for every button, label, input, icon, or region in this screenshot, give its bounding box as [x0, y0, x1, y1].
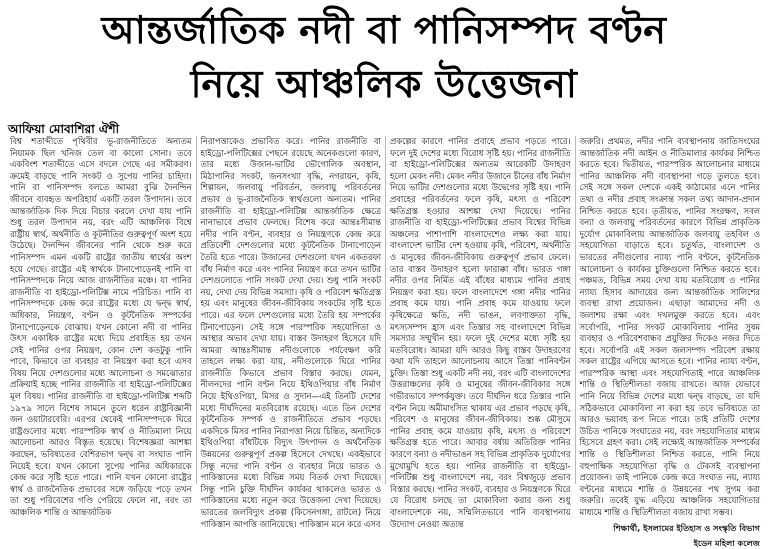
- column-4-text: জরুরি। প্রথমত, নদীর পানি ব্যবস্থাপনায় জাতিসংঘের আন্তর্জাতিক নদী আইন ও নীতিমালার কার্যকর নিশ্চিত করতে হবে। দ্বিতীয়ত, পারস্পরিক আলোচনার মাধ্যমে পানির আঞ্চলিক নদী ব্যবস্থাপনা গড়ে তুলতে হবে। সেই সঙ্গে সকল দেশকে একই কাঠামোর এনে পানির তথ্য ও নদীর প্রবাহ সংক্রান্ত সকল তথ্য আদান-প্রদান নিশ্চিত করতে হবে। তৃতীয়ত, পানির সংরক্ষণ, সবল বন্যা ও জলবায়ু পরিবর্তনের কারণে বিভিন্ন প্রাকৃতিক দুর্যোগ মোকাবিলায় আন্তর্জাতিক জলবায়ু তহবিল ও সহযোগিতা বাড়াতে হবে। চতুর্থত, বাংলাদেশ ও ভারতের নদীগুলোর ন্যায্য পানি বণ্টনে, কূটনৈতিক আলোচনা ও কার্যকর চুক্তিগুলো নিশ্চিত করতে হবে। পঞ্চমত, বিভিন্ন সময় দেখা যায় মতবিরোধ ও পানির ন্যায্য হিসাব আদায়ের জন্য আন্তর্জাতিক সালিশের ব্যবস্থা রাখা প্রয়োজন। এছাড়া আমাদের নদী ও জলাশয় রক্ষা এবং দখলমুক্ত করতে হবে। এবং সর্বোপরি, পানির সংকট মোকাবিলায় পানির সুষম ব্যবহার ও পরিবেশবান্ধব প্রযুক্তির দিকেও নজর দিতে হবে। সর্বোপরি এই সকল জলসম্পদ পরিবেশ রক্ষায় সকল রাষ্ট্রের এগিয়ে আসতে হবে। পানির ন্যায্য বণ্টন, পারস্পরিক আস্থা এবং সহযোগিতাই পারে আঞ্চলিক শান্তি ও স্থিতিশীলতা বজায় রাখতে। আজ যেভাবে পানি নিয়ে বিভিন্ন দেশের মধ্যে দ্বন্দ্ব বাড়ছে, তা যদি সঠিকভাবে মোকাবিলা না করা হয় তবে ভবিষ্যতে তা আরও ভয়াবহ রূপ নিতে পারে। তাই প্রতিটি দেশের উচিত পানিকে সংঘাতের নয়, বরং সহযোগিতার মাধ্যম হিসেবে গ্রহণ করা। সেই লক্ষ্যেই আন্তর্জাতিক সম্পর্কের শান্তি ও স্থিতিশীলতা নিশ্চিত করতে, পানি নিয়ে বহুপাক্ষিক সহযোগিতা বৃদ্ধি ও টেকসই ব্যবস্থাপনা প্রয়োজন। তাই পানিকে কেন্দ্র করে সংঘাত নয়, ন্যায্য বণ্টনের মাধ্যমে শান্তি ও উন্নয়নের পথ সুগম করা জরুরি। তবেই যুদ্ধ এড়িয়ে আঞ্চলিক সহযোগিতার মাধ্যমে শান্তি ও স্থিতিশীলতা বজায় রাখা সম্ভব।: [579, 136, 760, 517]
- column-1: [6, 136, 196, 517]
- column-2-text: নিরাপত্তাকেও প্রভাবিত করে। পানির রাজনীতি বা হাইড্রো-পলিটিক্সের পেছনে রয়েছে অনেকগুলো কারণ, তার মধ্যে উজান-ভাটির ভৌগোলিক অবস্থান, মিঠাপানির সংকট, জনসংখ্যা বৃদ্ধি, নগরায়ন, কৃষি, শিল্পায়ন, জলবায়ু পরিবর্তন, জলবায়ু পরিবর্তনের প্রভাব ও ভূ-রাজনৈতিক স্বার্থগুলো অন্যতম। পানির রাজনীতি বা হাইড্রো-পলিটিক্স আন্তর্জাতিক ক্ষেত্রে নানাভাবে প্রভাব ফেলছে। বিশেষ করে আন্তঃসীমান্ত নদীর পানি বণ্টন, ব্যবহার ও নিয়ন্ত্রণকে কেন্দ্র করে প্রতিবেশী দেশগুলোর মধ্যে কূটনৈতিক টানাপোড়েন তৈরি হতে পারে। উজানের দেশগুলো যখন একতরফা বাঁধ নির্মাণ করে এবং পানির নিয়ন্ত্রণ করে তখন ভাটির দেশগুলোতে পানি সংকট দেখা দেয়। শুধু পানি সংকট নয়, দেখা দেয় বিভিন্ন সমস্যা। কৃষি ও পরিবেশ ক্ষতিগ্রস্ত হয় এবং মানুষের জীবন-জীবিকায় সংকটের সৃষ্টি হতে পারে। এর ফলে দেশগুলোর মধ্যে তৈরি হয় সম্পর্কের টিনাপোড়েন। সেই সঙ্গে পারস্পরিক সহযোগিতা ও আস্থার অভাব দেখা যায়। বাস্তব উদাহরণ হিসেবে যদি আমরা আন্তঃসীমান্ত নদীগুলোকে পর্যবেক্ষণ করি তাহলে লক্ষ্য করা যায়, নদীগুলোকে ঘিরে পানির রাজনীতি কিভাবে প্রভাব বিস্তার করছে। যেমন, নীলনদের পানি বণ্টন নিয়ে ইথিওপিয়ার বাঁধ নির্মাণ নিয়ে ইথিওপিয়া, মিসর ও সুদান—এই তিনটি দেশের মধ্যে দীর্ঘদিনের মতবিরোধ রয়েছে। এতে তিন দেশের কূটনৈতিক সম্পর্ক ও রাজনীতিতে প্রভাব পড়ছে। একদিকে মিসর পানির নিরাপত্তা নিয়ে চিন্তিত, অন্যদিকে ইথিওপিয়া বাঁধটিকে বিদ্যুৎ উৎপাদন ও অর্থনৈতিক উন্নয়নের গুরুত্বপূর্ণ প্রকল্প হিসেবে দেখছে। একইভাবে সিন্ধু নদের পানি বণ্টন ও ব্যবহার নিয়ে ভারত ও পাকিস্তানের মধ্যে বিভিন্ন সময় বিতর্ক দেখা দিয়েছে। সিন্ধু পানি চুক্তি দীর্ঘদিন কার্যকর থাকলেও ভারত ও পাকিস্তানের মধ্যে নতুন করে উত্তেজনা দেখা দিয়েছে। ভারতের জলবিদ্যুৎ প্রকল্প (কিসেনগঙ্গা, রাটলে) নিয়ে পাকিস্তান আপত্তি জানিয়েছে। পাকিস্তান মনে করে এসব: [200, 136, 381, 529]
- column-2: [196, 136, 386, 529]
- headline-line-1: আন্তর্জাতিক নদী বা পানিসম্পদ বণ্টন: [101, 8, 667, 52]
- column-3-text: প্রকল্পের কারণে পানির প্রবাহে প্রভাব পড়তে পারে। ফলে দুই দেশের মধ্যে বিরোধ সৃষ্টি হয়। পানির রাজনীতি বা হাইড্রো-পলিটিক্সের অন্যতম আরেকটি উদাহরণ হলো মেকং নদী। মেকং নদীর উজানে চীনের বাঁধ নির্মাণ নিয়ে ভাটির দেশগুলোর মধ্যে উদ্বেগের সৃষ্টি হয়। পানি প্রবাহের পরিবর্তনের ফলে কৃষি, মৎস্য ও পরিবেশ ক্ষতিগ্রস্ত হওয়ার আশঙ্কা দেখা দিয়েছে। পানির রাজনীতি বা হাইড্রো-পলিটিক্সের প্রভাব বিশ্বের বিভিন্ন অঞ্চলের পাশাপাশি বাংলাদেশেও লক্ষ্য করা যায়। বাংলাদেশ ভাটির দেশ হওয়ায় কৃষি, পরিবেশ, অর্থনীতি ও মানুষের জীবন-জীবিকায় গুরুত্বপূর্ণ প্রভাব ফেলে। তার বাস্তব উদাহরণ হলো ফারাক্কা বাঁধ। ভারত গঙ্গা নদীর ওপর নির্মিত এই বাঁধের মাধ্যমে পানির প্রবাহ নিয়ন্ত্রণ করা হয়। ফলে বাংলাদেশে গঙ্গা নদীর পানির প্রবাহ কমে যায়। পানি প্রবাহ কমে যাওয়ায় ফলে কৃষিক্ষেত্রে ক্ষতি, নদী ভাঙন, লবণাক্ততা বৃদ্ধি, মৎস্যসম্পদ হ্রাস এবং তিস্তার সহ বাংলাদেশে বিভিন্ন সমস্যার সম্মুখীন হয়। ফলে দুই দেশের মধ্যে সৃষ্টি হয় মতবিরোধ। আমরা যদি আরও কিছু বাস্তব উদাহরণের কথা যদি তাহলে আলোচনায় আসে তিস্তা পানিবণ্টন চুক্তি। তিস্তা শুধু একটি নদী নয়, বরং এটি বাংলাদেশের উত্তরাঞ্চলের কৃষি ও মানুষের জীবন-জীবিকার সঙ্গে গভীরভাবে সম্পর্কযুক্ত। তবে দীর্ঘদিন ধরে তিস্তার পানি বণ্টন নিয়ে অমীমাংসিত থাকায় এর প্রভাব পড়ছে কৃষি, পরিবেশ ও মানুষের জীবন-জীবিকায়। শুষ্ক মৌসুমে পানির প্রবাহ কমে যাওয়ায় কৃষি, মৎস্য ও পরিবেশে ক্ষতিগ্রস্ত হতে পারে। আবার বর্ষায় অতিরিক্ত পানির কারণে বন্যা ও নদীভাঙন সহ বিভিন্ন প্রাকৃতিক দুর্যোগের মুখোমুখি হতে হয়। পানির রাজনীতি বা হাইড্রো-পলিটিক্স শুধু বাংলাদেশে নয়, বরং বিশ্বজুড়ে প্রভাব বিস্তার করছে। পানির সংকট, ব্যবহার ও নিয়ন্ত্রণকে ঘিরে যে বিরোধ চলছে তা মোকাবিলা করার জন্য শুধু বাংলাদেশকে নয়, সম্মিলিতভাবে পানি ব্যবস্থাপনায় উদ্যোগ নেওয়া অত্যন্ত: [390, 136, 571, 529]
- author-byline: আফিয়া মোবাশিরা ঐশী: [8, 122, 120, 136]
- headline-line-2: নিয়ে আঞ্চলিক উত্তেজনা: [190, 62, 578, 106]
- column-4: [575, 136, 765, 548]
- author-affiliation: শিক্ষার্থী, ইসলামের ইতিহাস ও সংস্কৃতি বিভাগ: [613, 522, 760, 533]
- column-3: [385, 136, 575, 529]
- column-1-text: বিশ্ব শতাব্দীতে পৃথিবীর ভূ-রাজনীতিতে অন্যতম নিয়ামক ছিল খনিজ তেল বা কালো সোনা। তবে একবিংশ শতাব্দীতে এসে বদলে গেছে এর সমীকরণ। ক্রমেই বাড়ছে পানি সংকট ও সুপেয় পানির চাহিদা। পানি বা পানিসম্পদ বলতে আমরা বুঝি দৈনন্দিন জীবনে ব্যবহৃত অপরিহার্য একটি তরল উপাদান। তবে আন্তর্জাতিক দিক দিয়ে বিচার করলে দেখা যায় পানি শুধু তরল উপাদান নয়, বরং এটি আঞ্চলিক বিশ্বে রাষ্ট্রীয় স্বার্থ, অর্থনীতি ও কূটনীতির গুরুত্বপূর্ণ অংশ হয়ে উঠেছে। দৈনন্দিন জীবনের পানি থেকে শুরু করে পানিসম্পদ এমন একটি রাষ্ট্রের জাতীয় স্বার্থের অংশ হয়ে গেছে। রাষ্ট্রের এই স্বার্থকে টানাপোড়েনই পানি বা পানিসম্পদকে নিয়ে আজ রাজনীতির মঞ্চে। যা পানির রাজনীতি বা হাইড্রো-পলিটিক্স নামে পরিচিত। পানি বা পানিসম্পদকে কেন্দ্র করে রাষ্ট্রের মধ্যে যে দ্বন্দ্ব স্বার্থ, অধিকার, নিয়ন্ত্রণ, বণ্টন ও কূটনৈতিক সম্পর্কের টানাপোড়েনকে বোঝায়। যখন কোনো নদী বা পানির উৎস একাধিক রাষ্ট্রের মধ্যে দিয়ে প্রবাহিত হয় তখন সেই পানির ওপর নিয়ন্ত্রণ, কোন দেশ কতটুকু পানি পাবে, কিভাবে তা ব্যবহার বা নিয়ন্ত্রণ করা হবে এসব বিষয় নিয়ে দেশগুলোর মধ্যে আলোচনা ও সমঝোতার প্রক্রিয়াই হচ্ছে পানির রাজনীতি বা হাইড্রো-পলিটিক্সের মূল বিষয়। পানির রাজনীতি বা হাইড্রো-পলিটিক্স শব্দটি ১৯৭৯ সালে বিশেষ সামনে তুলে ধরেন রাষ্ট্রবিজ্ঞানী জন ওয়াটারবেরি। এরপর থেকেই পানিসম্পদকে ঘিরে রাষ্ট্রগুলোর মধ্যে পারস্পরিক স্বার্থ ও নীতিমালা নিয়ে আলোচনা আরও বিস্তৃত হয়েছে। বিশেষজ্ঞরা আশঙ্কা করছেন, ভবিষ্যতের বেশিরভাগ দ্বন্দ্ব বা সংঘাত পানি নিয়েই হবে। যখন কোনো সুপেয় পানির অধিকারকে কেন্দ্র করে সৃষ্টি হতে পারে। পানি যখন কোনো রাষ্ট্রের স্বার্থ ও রাজনৈতিক প্রভাবের সঙ্গে জড়িয়ে পড়ে তখন তা শুধু পরিবেশের গণ্ডি পেরিয়ে ফেলে না, বরং তা আঞ্চলিক শান্তি ও আন্তর্জাতিক: [10, 136, 192, 517]
- article-body: [6, 136, 764, 548]
- author-institution: ইডেন মহিলা কলেজ: [693, 537, 760, 548]
